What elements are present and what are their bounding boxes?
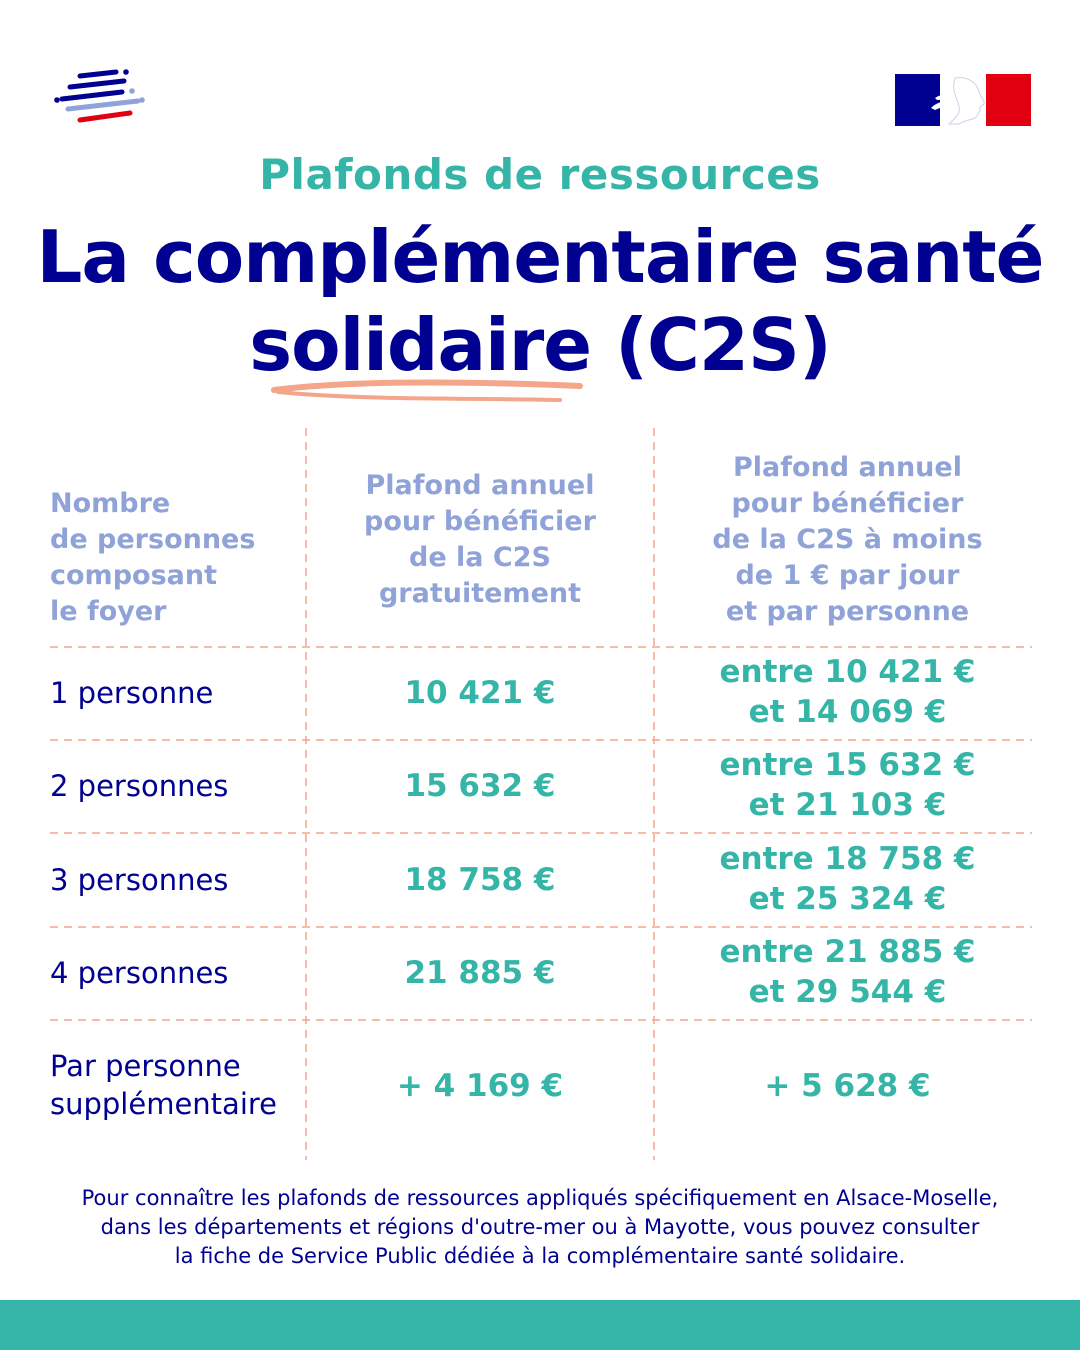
row-label: Par personne supplémentaire [50, 1049, 278, 1121]
header-household-size: Nombre de personnes composant le foyer [50, 488, 256, 627]
paid-ceiling-range: entre 18 758 € et 25 324 € [719, 841, 976, 917]
free-ceiling-value: 18 758 € [404, 862, 556, 898]
row-label: 1 personne [50, 676, 214, 710]
header-paid-ceiling: Plafond annuel pour bénéficier de la C2S à moins de 1 € par jour et par personne [712, 452, 983, 627]
bottom-bar [0, 1300, 1080, 1350]
free-ceiling-value: 15 632 € [404, 768, 556, 804]
free-ceiling-value: 21 885 € [404, 955, 556, 991]
page-subtitle: Plafonds de ressources [259, 150, 821, 199]
paid-ceiling-range: entre 21 885 € et 29 544 € [719, 934, 976, 1010]
row-label: 3 personnes [50, 863, 229, 897]
paid-ceiling-range: + 5 628 € [764, 1068, 931, 1104]
title-underlined-word: solidaire [249, 303, 592, 387]
free-ceiling-value: 10 421 € [404, 675, 556, 711]
paid-ceiling-range: entre 15 632 € et 21 103 € [719, 747, 976, 823]
header-free-ceiling: Plafond annuel pour bénéficier de la C2S gratuitement [364, 470, 596, 609]
row-label: 2 personnes [50, 769, 229, 803]
paid-ceiling-range: entre 10 421 € et 14 069 € [719, 654, 976, 730]
free-ceiling-value: + 4 169 € [396, 1068, 564, 1104]
page-title-line1: La complémentaire santé [36, 215, 1044, 299]
row-label: 4 personnes [50, 956, 229, 990]
footer-note: Pour connaître les plafonds de ressources appliqués spécifiquement en Alsace-Moselle, dans les départements et régions d'outre-mer ou à Mayotte, vous pouvez consulter la fiche de Service Public dédiée à la complémentaire santé solidaire. [81, 1186, 999, 1268]
title-rest: (C2S) [591, 303, 831, 387]
